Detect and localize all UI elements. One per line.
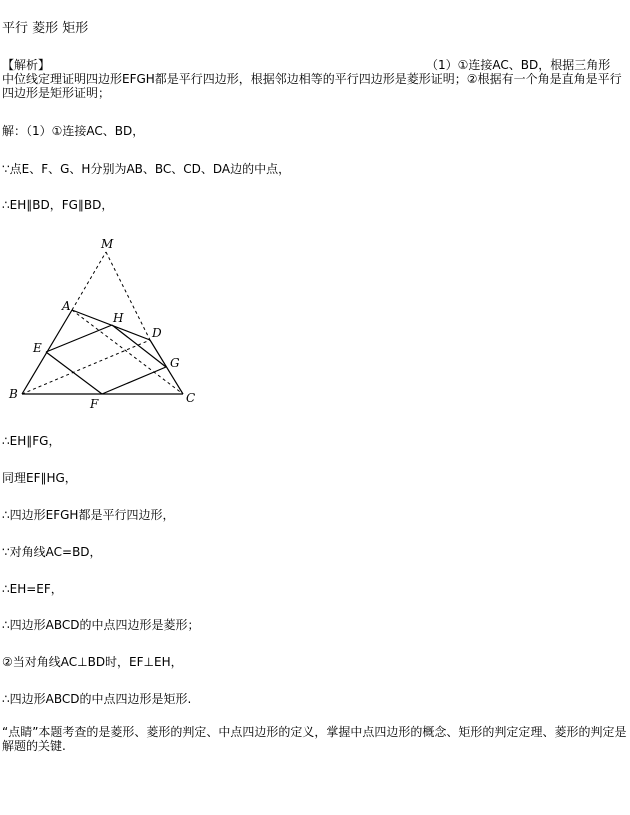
- analysis-intro-body: 中位线定理证明四边形EFGH都是平行四边形，根据邻边相等的平行四边形是菱形证明；②根据有一个角是直角是平行四边形是矩形证明；: [2, 72, 622, 100]
- analysis-intro-right: （1）①连接AC、BD，根据三角形: [426, 58, 611, 72]
- solution-step-3: ∴EH∥BD，FG∥BD，: [2, 198, 114, 212]
- key-point-note: “点睛”本题考查的是菱形、菱形的判定、中点四边形的定义，掌握中点四边形的概念、矩形的判定定理、菱形的判定是解题的关键.: [2, 725, 627, 753]
- label-E: E: [33, 341, 42, 355]
- answer-line: 平行 菱形 矩形: [2, 21, 89, 36]
- solution-step-6: ∴四边形EFGH都是平行四边形，: [2, 508, 175, 522]
- label-G: G: [170, 356, 180, 370]
- solution-step-11: ∴四边形ABCD的中点四边形是矩形.: [2, 692, 192, 706]
- solution-step-7: ∵对角线AC=BD，: [2, 545, 102, 559]
- label-M: M: [101, 237, 114, 251]
- solution-step-8: ∴EH=EF，: [2, 582, 63, 596]
- label-H: H: [113, 311, 124, 325]
- geometry-figure: [0, 234, 210, 414]
- solution-step-4: ∴EH∥FG，: [2, 434, 61, 448]
- label-C: C: [186, 391, 196, 405]
- label-D: D: [152, 326, 162, 340]
- solution-step-9: ∴四边形ABCD的中点四边形是菱形；: [2, 618, 200, 632]
- solution-step-2: ∵点E、F、G、H分别为AB、BC、CD、DA边的中点，: [2, 162, 291, 176]
- solution-step-1: 解：（1）①连接AC、BD，: [2, 124, 145, 138]
- solution-step-5: 同理EF∥HG，: [2, 471, 77, 485]
- analysis-header: [2, 58, 611, 72]
- analysis-title: 【解析】: [2, 58, 51, 72]
- label-F: F: [90, 397, 99, 411]
- label-A: A: [62, 299, 71, 313]
- solution-step-10: ②当对角线AC⊥BD时，EF⊥EH，: [2, 655, 183, 669]
- label-B: B: [9, 387, 18, 401]
